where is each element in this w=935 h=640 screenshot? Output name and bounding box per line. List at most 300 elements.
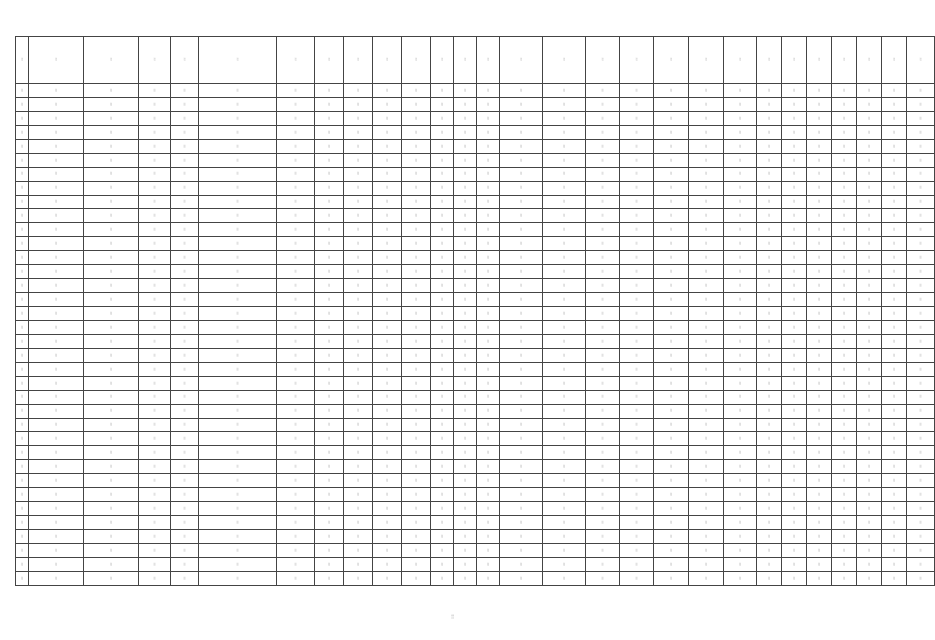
table-cell: ░: [373, 418, 402, 432]
table-cell: ░: [16, 320, 29, 334]
table-cell: ░: [724, 376, 757, 390]
table-cell: ░: [373, 181, 402, 195]
table-cell: ░: [477, 320, 500, 334]
table-cell: ░: [199, 488, 277, 502]
table-cell: ░: [757, 530, 782, 544]
table-cell: ░: [454, 293, 477, 307]
table-cell: ░: [477, 474, 500, 488]
table-cell: ░: [84, 195, 139, 209]
table-cell: ░: [620, 111, 654, 125]
table-cell: ░: [431, 293, 454, 307]
table-cell: ░: [543, 404, 586, 418]
table-cell: ░: [654, 390, 689, 404]
table-row: [16, 97, 935, 111]
table-cell: ░: [344, 571, 373, 585]
table-cell: ░: [315, 293, 344, 307]
table-cell: ░: [315, 404, 344, 418]
table-cell: ░: [431, 376, 454, 390]
table-cell: ░: [724, 195, 757, 209]
table-cell: ░: [199, 139, 277, 153]
table-cell: ░: [171, 279, 199, 293]
table-cell: ░: [277, 84, 315, 98]
table-cell: ░: [344, 404, 373, 418]
table-cell: ░: [500, 153, 543, 167]
table-cell: ░: [199, 418, 277, 432]
table-cell: ░: [654, 223, 689, 237]
table-cell: ░: [373, 307, 402, 321]
table-cell: ░: [857, 223, 882, 237]
column-header: ░: [907, 37, 935, 84]
table-cell: ░: [199, 293, 277, 307]
table-cell: ░: [171, 390, 199, 404]
table-cell: ░: [139, 153, 171, 167]
table-cell: ░: [724, 530, 757, 544]
table-cell: ░: [373, 543, 402, 557]
table-cell: ░: [654, 265, 689, 279]
table-cell: ░: [586, 195, 620, 209]
table-row: [16, 543, 935, 557]
table-cell: ░: [454, 279, 477, 293]
table-cell: ░: [807, 530, 832, 544]
table-cell: ░: [832, 404, 857, 418]
table-cell: ░: [654, 571, 689, 585]
table-cell: ░: [882, 446, 907, 460]
table-cell: ░: [857, 181, 882, 195]
table-cell: ░: [454, 502, 477, 516]
table-cell: ░: [431, 251, 454, 265]
table-row: [16, 84, 935, 98]
table-cell: ░: [344, 516, 373, 530]
table-row: [16, 432, 935, 446]
table-cell: ░: [402, 111, 431, 125]
table-cell: ░: [543, 460, 586, 474]
table-cell: ░: [373, 139, 402, 153]
table-cell: ░: [277, 307, 315, 321]
table-cell: ░: [857, 167, 882, 181]
table-row: [16, 516, 935, 530]
table-cell: ░: [543, 320, 586, 334]
table-cell: ░: [171, 111, 199, 125]
table-cell: ░: [315, 181, 344, 195]
table-cell: ░: [477, 334, 500, 348]
table-row: [16, 571, 935, 585]
table-cell: ░: [431, 334, 454, 348]
table-cell: ░: [431, 125, 454, 139]
table-row: [16, 557, 935, 571]
table-cell: ░: [782, 376, 807, 390]
table-cell: ░: [139, 195, 171, 209]
table-cell: ░: [907, 265, 935, 279]
table-cell: ░: [373, 97, 402, 111]
table-cell: ░: [724, 474, 757, 488]
table-cell: ░: [689, 432, 724, 446]
table-cell: ░: [654, 516, 689, 530]
table-cell: ░: [500, 307, 543, 321]
table-cell: ░: [171, 571, 199, 585]
table-cell: ░: [832, 390, 857, 404]
table-row: [16, 460, 935, 474]
table-cell: ░: [832, 97, 857, 111]
table-cell: ░: [139, 167, 171, 181]
table-cell: ░: [689, 237, 724, 251]
table-cell: ░: [373, 293, 402, 307]
table-cell: ░: [277, 446, 315, 460]
table-cell: ░: [139, 390, 171, 404]
table-cell: ░: [689, 516, 724, 530]
table-cell: ░: [782, 516, 807, 530]
table-cell: ░: [907, 209, 935, 223]
table-cell: ░: [84, 543, 139, 557]
table-cell: ░: [807, 237, 832, 251]
table-cell: ░: [171, 474, 199, 488]
table-cell: ░: [724, 320, 757, 334]
table-cell: ░: [431, 167, 454, 181]
table-cell: ░: [477, 181, 500, 195]
table-cell: ░: [586, 209, 620, 223]
table-cell: ░: [402, 237, 431, 251]
table-cell: ░: [586, 251, 620, 265]
table-cell: ░: [431, 474, 454, 488]
table-cell: ░: [782, 97, 807, 111]
table-cell: ░: [724, 404, 757, 418]
table-cell: ░: [689, 181, 724, 195]
table-cell: ░: [907, 432, 935, 446]
table-cell: ░: [199, 153, 277, 167]
table-cell: ░: [724, 307, 757, 321]
table-cell: ░: [807, 502, 832, 516]
table-cell: ░: [654, 376, 689, 390]
table-cell: ░: [199, 265, 277, 279]
table-cell: ░: [620, 390, 654, 404]
table-cell: ░: [199, 390, 277, 404]
table-cell: ░: [782, 195, 807, 209]
table-cell: ░: [857, 84, 882, 98]
table-cell: ░: [315, 223, 344, 237]
table-cell: ░: [454, 474, 477, 488]
column-header: ░: [832, 37, 857, 84]
table-cell: ░: [373, 223, 402, 237]
table-cell: ░: [277, 293, 315, 307]
table-cell: ░: [500, 502, 543, 516]
table-cell: ░: [315, 418, 344, 432]
table-cell: ░: [454, 432, 477, 446]
table-cell: ░: [454, 376, 477, 390]
table-cell: ░: [16, 307, 29, 321]
table-cell: ░: [16, 390, 29, 404]
table-cell: ░: [454, 348, 477, 362]
table-cell: ░: [315, 488, 344, 502]
table-cell: ░: [29, 516, 84, 530]
table-cell: ░: [857, 251, 882, 265]
table-cell: ░: [832, 516, 857, 530]
table-cell: ░: [171, 84, 199, 98]
table-cell: ░: [757, 557, 782, 571]
table-cell: ░: [277, 111, 315, 125]
table-cell: ░: [454, 404, 477, 418]
table-cell: ░: [543, 139, 586, 153]
table-cell: ░: [16, 404, 29, 418]
column-header: ░: [315, 37, 344, 84]
table-cell: ░: [277, 557, 315, 571]
table-cell: ░: [807, 516, 832, 530]
table-cell: ░: [373, 390, 402, 404]
table-cell: ░: [907, 97, 935, 111]
table-cell: ░: [277, 320, 315, 334]
table-cell: ░: [477, 97, 500, 111]
table-cell: ░: [757, 348, 782, 362]
table-cell: ░: [16, 502, 29, 516]
table-cell: ░: [29, 111, 84, 125]
table-cell: ░: [277, 516, 315, 530]
table-cell: ░: [907, 111, 935, 125]
table-cell: ░: [782, 543, 807, 557]
table-cell: ░: [454, 307, 477, 321]
table-cell: ░: [689, 251, 724, 265]
table-cell: ░: [402, 516, 431, 530]
table-cell: ░: [454, 195, 477, 209]
table-cell: ░: [477, 223, 500, 237]
table-cell: ░: [807, 209, 832, 223]
table-cell: ░: [757, 502, 782, 516]
table-cell: ░: [29, 334, 84, 348]
table-cell: ░: [139, 418, 171, 432]
table-cell: ░: [500, 390, 543, 404]
table-cell: ░: [402, 404, 431, 418]
table-cell: ░: [857, 125, 882, 139]
table-cell: ░: [757, 376, 782, 390]
table-row: [16, 251, 935, 265]
table-cell: ░: [477, 251, 500, 265]
table-cell: ░: [907, 404, 935, 418]
table-cell: ░: [757, 293, 782, 307]
table-cell: ░: [882, 153, 907, 167]
table-cell: ░: [373, 125, 402, 139]
table-cell: ░: [543, 251, 586, 265]
table-cell: ░: [907, 320, 935, 334]
table-cell: ░: [277, 460, 315, 474]
table-cell: ░: [344, 111, 373, 125]
table-cell: ░: [139, 557, 171, 571]
table-cell: ░: [543, 362, 586, 376]
table-cell: ░: [402, 125, 431, 139]
table-cell: ░: [620, 404, 654, 418]
table-cell: ░: [29, 265, 84, 279]
table-cell: ░: [907, 307, 935, 321]
table-cell: ░: [277, 488, 315, 502]
table-cell: ░: [620, 209, 654, 223]
table-cell: ░: [586, 516, 620, 530]
table-row: [16, 279, 935, 293]
table-cell: ░: [139, 181, 171, 195]
table-cell: ░: [84, 139, 139, 153]
table-cell: ░: [431, 279, 454, 293]
table-cell: ░: [543, 516, 586, 530]
table-cell: ░: [373, 348, 402, 362]
table-cell: ░: [586, 474, 620, 488]
table-cell: ░: [882, 516, 907, 530]
table-cell: ░: [907, 125, 935, 139]
table-cell: ░: [500, 543, 543, 557]
table-cell: ░: [402, 543, 431, 557]
table-cell: ░: [757, 571, 782, 585]
table-cell: ░: [84, 320, 139, 334]
table-cell: ░: [724, 237, 757, 251]
table-cell: ░: [29, 97, 84, 111]
table-cell: ░: [84, 223, 139, 237]
table-cell: ░: [654, 474, 689, 488]
table-cell: ░: [543, 293, 586, 307]
table-cell: ░: [807, 167, 832, 181]
table-cell: ░: [882, 502, 907, 516]
table-cell: ░: [139, 209, 171, 223]
table-cell: ░: [832, 237, 857, 251]
table-cell: ░: [654, 153, 689, 167]
table-cell: ░: [373, 362, 402, 376]
table-cell: ░: [29, 84, 84, 98]
table-cell: ░: [16, 293, 29, 307]
table-cell: ░: [689, 307, 724, 321]
table-cell: ░: [373, 209, 402, 223]
table-row: [16, 139, 935, 153]
table-cell: ░: [171, 97, 199, 111]
table-cell: ░: [29, 223, 84, 237]
table-cell: ░: [654, 307, 689, 321]
table-cell: ░: [586, 97, 620, 111]
table-cell: ░: [586, 265, 620, 279]
table-cell: ░: [454, 516, 477, 530]
table-cell: ░: [431, 404, 454, 418]
table-cell: ░: [199, 223, 277, 237]
table-cell: ░: [171, 432, 199, 446]
table-cell: ░: [29, 557, 84, 571]
table-cell: ░: [402, 265, 431, 279]
table-cell: ░: [84, 279, 139, 293]
table-cell: ░: [16, 474, 29, 488]
table-cell: ░: [782, 223, 807, 237]
table-cell: ░: [199, 543, 277, 557]
table-cell: ░: [543, 418, 586, 432]
table-cell: ░: [500, 251, 543, 265]
table-cell: ░: [689, 265, 724, 279]
table-cell: ░: [199, 516, 277, 530]
table-cell: ░: [199, 111, 277, 125]
table-cell: ░: [757, 167, 782, 181]
table-cell: ░: [315, 111, 344, 125]
table-cell: ░: [807, 320, 832, 334]
table-cell: ░: [807, 181, 832, 195]
table-cell: ░: [29, 307, 84, 321]
table-cell: ░: [454, 209, 477, 223]
table-cell: ░: [782, 348, 807, 362]
table-cell: ░: [84, 418, 139, 432]
table-cell: ░: [882, 125, 907, 139]
table-cell: ░: [907, 362, 935, 376]
table-cell: ░: [832, 446, 857, 460]
table-cell: ░: [454, 320, 477, 334]
table-cell: ░: [782, 320, 807, 334]
table-cell: ░: [882, 279, 907, 293]
table-cell: ░: [757, 279, 782, 293]
table-cell: ░: [654, 460, 689, 474]
table-cell: ░: [882, 167, 907, 181]
table-cell: ░: [689, 474, 724, 488]
table-cell: ░: [857, 265, 882, 279]
table-cell: ░: [199, 460, 277, 474]
table-cell: ░: [832, 488, 857, 502]
table-cell: ░: [689, 446, 724, 460]
table-cell: ░: [882, 557, 907, 571]
table-cell: ░: [907, 571, 935, 585]
table-cell: ░: [402, 348, 431, 362]
table-cell: ░: [16, 111, 29, 125]
table-cell: ░: [832, 460, 857, 474]
table-cell: ░: [373, 376, 402, 390]
table-cell: ░: [832, 502, 857, 516]
table-cell: ░: [620, 362, 654, 376]
table-cell: ░: [882, 348, 907, 362]
table-cell: ░: [431, 362, 454, 376]
table-cell: ░: [29, 125, 84, 139]
table-cell: ░: [500, 460, 543, 474]
table-cell: ░: [431, 460, 454, 474]
table-cell: ░: [402, 320, 431, 334]
table-cell: ░: [84, 111, 139, 125]
table-cell: ░: [199, 502, 277, 516]
table-cell: ░: [857, 460, 882, 474]
table-cell: ░: [689, 293, 724, 307]
table-cell: ░: [654, 167, 689, 181]
table-cell: ░: [807, 362, 832, 376]
table-cell: ░: [500, 293, 543, 307]
table-cell: ░: [402, 502, 431, 516]
table-cell: ░: [477, 502, 500, 516]
table-cell: ░: [500, 320, 543, 334]
table-cell: ░: [84, 293, 139, 307]
column-header: ░: [29, 37, 84, 84]
table-cell: ░: [477, 376, 500, 390]
table-cell: ░: [807, 460, 832, 474]
table-cell: ░: [857, 279, 882, 293]
table-cell: ░: [373, 502, 402, 516]
table-cell: ░: [907, 446, 935, 460]
table-row: [16, 125, 935, 139]
table-cell: ░: [315, 362, 344, 376]
column-header: ░: [543, 37, 586, 84]
column-header: ░: [344, 37, 373, 84]
table-cell: ░: [84, 167, 139, 181]
table-cell: ░: [477, 557, 500, 571]
table-cell: ░: [654, 209, 689, 223]
table-cell: ░: [277, 195, 315, 209]
table-cell: ░: [882, 84, 907, 98]
table-cell: ░: [757, 320, 782, 334]
table-cell: ░: [907, 348, 935, 362]
table-cell: ░: [807, 84, 832, 98]
table-row: [16, 376, 935, 390]
table-cell: ░: [477, 111, 500, 125]
table-cell: ░: [724, 167, 757, 181]
table-cell: ░: [171, 488, 199, 502]
table-cell: ░: [832, 348, 857, 362]
table-cell: ░: [315, 543, 344, 557]
table-cell: ░: [431, 307, 454, 321]
table-cell: ░: [620, 432, 654, 446]
table-cell: ░: [586, 320, 620, 334]
table-cell: ░: [543, 153, 586, 167]
table-cell: ░: [344, 348, 373, 362]
table-cell: ░: [620, 557, 654, 571]
table-cell: ░: [84, 571, 139, 585]
